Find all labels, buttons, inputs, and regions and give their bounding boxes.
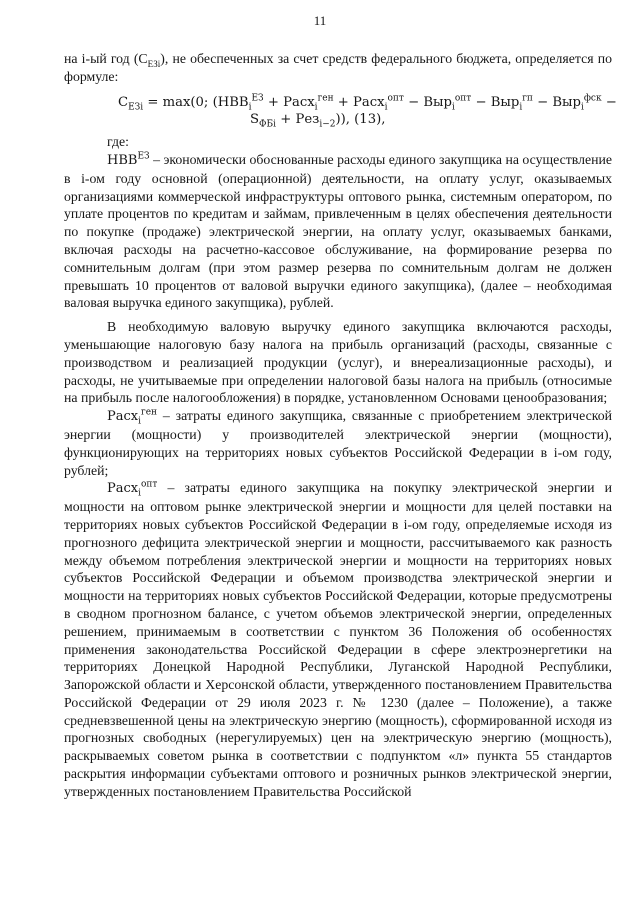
where-label: где: [107,134,129,150]
intro-subscript: ЕЗi [147,58,161,69]
page-number: 11 [313,13,327,28]
document-body [64,50,617,801]
formula-line-2: $S_{ФБi} + Рез_{i-2}$)), (13), [250,112,386,131]
formula-13 [64,93,617,131]
term-rash-opt: Расх$_i^{опт}$ [107,480,158,499]
definition-rash-opt [64,479,612,800]
term-rash-gen: Расх$_i^{ген}$ [107,407,158,427]
term-nvv: $НВВ^{ЕЗ}$ [107,151,150,168]
definition-nvv [64,151,612,312]
formula-line-1: $С_{ЕЗi} = \max(0$; ($НВВ_i^{ЕЗ}$ + Расх$_i^{ген}$ + Расх$_i^{опт}$ − Выр$_i^{опт}$ − Выр$_i^{гп}$ − Выр$_i^{фск}$ − [118,93,617,113]
intro-text-end: ), не обеспеченных за счет средств федерального бюджета, определяется по формуле: [64,51,612,84]
definition-rash-gen-text: – затраты единого закупщика, связанные с приобретением электрической энергии (мощности) у производителей электрической энергии (мощности), функционирующих на территориях новых субъектов Российской Федерации в i-ом году, рублей; [64,408,612,478]
definition-nvv-note: В необходимую валовую выручку единого закупщика включаются расходы, уменьшающие налоговую базу налога на прибыль организаций (расходы, связанные с производством и реализацией продукции (услуг), и внереализационные расходы), и расходы, не учитываемые при определении налоговой базы налога на прибыль (относимые на прибыль после налогообложения) в порядке, установленном Основами ценообразования; [64,319,612,406]
definition-rash-gen [64,407,612,479]
intro-text: на i-ый год (С [64,51,148,66]
definition-rash-opt-text: – затраты единого закупщика на покупку электрической энергии и мощности на оптовом рынке электрической энергии и мощности для целей поставки на территориях новых субъектов Российской Федерации в i-ом году, определяемые исходя из прогнозного дефицита электрической энергии и мощности, рассчитываемого как разность между объемом потребления электрической энергии и мощности на территориях новых субъектов Российской Федерации и объемом производства электрической энергии и мощности на территориях новых субъектов Российской Федерации, которые предусмотрены в сводном прогнозном балансе, с учетом объемов электрической энергии, определенных решением, принимаемым в соответствии с пунктом 36 Положения об особенностях применения законодательства Российской Федерации в сфере электроэнергетики на территориях Донецкой Народной Республики, Луганской Народной Республики, Запорожской области и Херсонской области, утвержденного постановлением Правительства Российской Федерации от 29 июля 2023 г. № 1230 (далее – Положение), а также средневзвешенной цены на электрическую энергию (мощность), сформированной исходя из прогнозных свободных (нерегулируемых) цен на электрическую энергию (мощность), раскрываемых советом рынка в соответствии с подпунктом «л» пункта 55 стандартов раскрытия информации субъектами оптового и розничных рынков электрической энергии, утвержденных постановлением Правительства Российской [64,480,612,799]
intro-paragraph [64,50,612,86]
definition-nvv-text: – экономически обоснованные расходы единого закупщика на осуществление в i-ом году основной (операционной) деятельности, на оплату услуг, оказываемых организациями коммерческой инфраструктуры оптового рынка, системным оператором, по уплате процентов по кредитам и займам, привлеченным в целях обеспечения деятельности по покупке (продаже) электрической энергии, на оплату услуг, оказываемых банками, включая расходы на расчетно-кассовое обслуживание, на формирование резерва по сомнительным долгам (при этом размер резерва по сомнительным долгам не должен превышать 10 процентов от валовой выручки единого закупщика), (далее – необходимая валовая выручка единого закупщика), рублей. [64,151,612,311]
